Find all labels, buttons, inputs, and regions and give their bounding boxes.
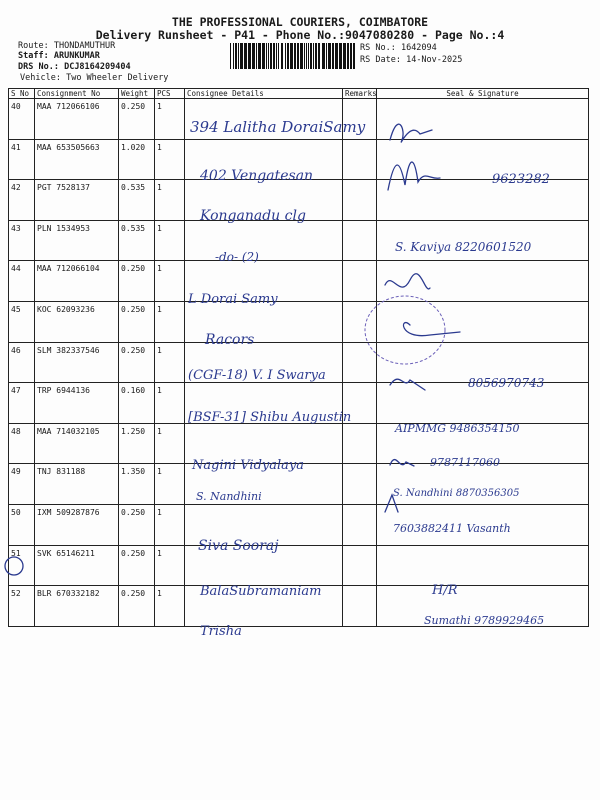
row-consignment-no: PGT 7528137 — [35, 180, 119, 221]
barcode-bar — [297, 43, 299, 69]
barcode-bar — [240, 43, 243, 69]
barcode-image — [230, 43, 355, 69]
barcode-bar — [335, 43, 338, 69]
handwritten-signature-note: 9623282 — [492, 172, 550, 187]
row-consignment-no: IXM 509287876 — [35, 504, 119, 545]
row-consignment-no: MAA 653505663 — [35, 139, 119, 180]
barcode-bar — [276, 43, 277, 69]
row-consignee-cell — [185, 220, 343, 261]
row-pcs: 1 — [155, 383, 185, 424]
row-pcs: 1 — [155, 99, 185, 140]
row-consignment-no: SLM 382337546 — [35, 342, 119, 383]
col-header-consignee: Consignee Details — [185, 89, 343, 99]
handwritten-consignee: Racors — [205, 332, 255, 348]
barcode-bar — [304, 43, 305, 69]
barcode-bar — [248, 43, 251, 69]
handwritten-consignee: Trisha — [200, 624, 242, 639]
row-pcs: 1 — [155, 342, 185, 383]
row-weight: 0.160 — [119, 383, 155, 424]
barcode-bar — [328, 43, 331, 69]
handwritten-consignee: Nagini Vidyalaya — [192, 458, 305, 473]
barcode-bar — [256, 43, 257, 69]
barcode-bar — [270, 43, 272, 69]
row-weight: 1.350 — [119, 464, 155, 505]
handwritten-consignee: L Dorai Samy — [188, 292, 278, 307]
row-pcs: 1 — [155, 220, 185, 261]
row-sno: 48 — [9, 423, 35, 464]
barcode-bar — [290, 43, 293, 69]
handwritten-consignee: S. Nandhini — [196, 490, 262, 503]
barcode-bar — [262, 43, 265, 69]
barcode-bar — [308, 43, 309, 69]
handwritten-signature-note: S. Kaviya 8220601520 — [395, 240, 532, 254]
barcode-bar — [318, 43, 320, 69]
staff-value: ARUNKUMAR — [53, 51, 100, 61]
barcode-bar — [244, 43, 247, 69]
handwritten-signature-note: 7603882411 Vasanth — [393, 522, 511, 535]
circle-mark-icon — [3, 555, 25, 577]
barcode-bar — [353, 43, 355, 69]
row-weight: 0.250 — [119, 301, 155, 342]
handwritten-consignee: (CGF-18) V. I Swarya — [188, 368, 326, 383]
handwritten-signature-note: 9787117060 — [430, 456, 500, 469]
row-sno: 40 — [9, 99, 35, 140]
signature-strokes — [370, 100, 590, 620]
handwritten-consignee: Konganadu clg — [200, 208, 306, 224]
barcode-bar — [339, 43, 342, 69]
barcode-bar — [252, 43, 255, 69]
row-pcs: 1 — [155, 504, 185, 545]
handwritten-signature-note: H/R — [432, 583, 458, 598]
barcode-bar — [285, 43, 286, 69]
handwritten-signature-note: S. Nandhini 8870356305 — [393, 488, 520, 499]
row-weight: 0.535 — [119, 220, 155, 261]
row-consignment-no: KOC 62093236 — [35, 301, 119, 342]
row-sno: 41 — [9, 139, 35, 180]
row-consignment-no: SVK 65146211 — [35, 545, 119, 586]
staff-line: Staff: ARUNKUMAR — [18, 51, 100, 61]
handwritten-signature-note: AIPMMG 9486354150 — [395, 422, 520, 435]
barcode-bar — [268, 43, 269, 69]
row-consignment-no: TRP 6944136 — [35, 383, 119, 424]
barcode-bar — [278, 43, 279, 69]
col-header-weight: Weight — [119, 89, 155, 99]
row-weight: 0.250 — [119, 342, 155, 383]
barcode-bar — [281, 43, 283, 69]
table-header-row — [9, 89, 589, 99]
barcode-bar — [332, 43, 334, 69]
handwritten-consignee: BalaSubramaniam — [200, 584, 322, 599]
handwritten-consignee: 402 Vengatesan — [200, 168, 314, 184]
barcode-bar — [306, 43, 307, 69]
row-sno: 45 — [9, 301, 35, 342]
handwritten-consignee: Siva Sooraj — [198, 538, 279, 554]
runsheet-subtitle: Delivery Runsheet - P41 - Phone No.:9047080280 - Page No.:4 — [95, 28, 505, 42]
col-header-remarks: Remarks — [343, 89, 377, 99]
row-pcs: 1 — [155, 301, 185, 342]
runsheet-title: THE PROFESSIONAL COURIERS, COIMBATORE — [171, 15, 429, 29]
barcode-bar — [350, 43, 352, 69]
col-header-pcs: PCS — [155, 89, 185, 99]
row-weight: 1.020 — [119, 139, 155, 180]
row-pcs: 1 — [155, 586, 185, 627]
barcode-bar — [235, 43, 237, 69]
barcode-bar — [233, 43, 234, 69]
row-sno: 51 — [9, 545, 35, 586]
handwritten-consignee: [BSF-31] Shibu Augustin — [188, 410, 352, 425]
row-consignment-no: PLN 1534953 — [35, 220, 119, 261]
rs-no-line: RS No.: 1642094 — [360, 43, 437, 53]
handwritten-signature-note: Sumathi 9789929465 — [424, 614, 545, 627]
row-weight: 0.250 — [119, 99, 155, 140]
row-consignment-no: MAA 714032105 — [35, 423, 119, 464]
row-sno: 47 — [9, 383, 35, 424]
row-sno: 49 — [9, 464, 35, 505]
col-header-consignment: Consignment No — [35, 89, 119, 99]
barcode-bar — [230, 43, 231, 69]
rs-no-value: 1642094 — [400, 43, 437, 53]
row-pcs: 1 — [155, 545, 185, 586]
row-sno: 52 — [9, 586, 35, 627]
barcode-bar — [347, 43, 349, 69]
barcode-bar — [343, 43, 346, 69]
handwritten-consignee: -do- (2) — [215, 250, 259, 264]
vehicle-line: Vehicle: Two Wheeler Delivery — [20, 73, 169, 83]
drs-value: DCJ8164209404 — [64, 62, 131, 72]
barcode-bar — [310, 43, 312, 69]
barcode-bar — [287, 43, 289, 69]
vehicle-value: Two Wheeler Delivery — [66, 73, 169, 83]
row-pcs: 1 — [155, 261, 185, 302]
route-line: Route: THONDAMUTHUR — [18, 41, 116, 51]
row-sno: 43 — [9, 220, 35, 261]
row-consignment-no: MAA 712066104 — [35, 261, 119, 302]
row-weight: 0.250 — [119, 261, 155, 302]
rs-date-value: 14-Nov-2025 — [406, 55, 463, 65]
row-weight: 0.250 — [119, 504, 155, 545]
row-consignment-no: TNJ 831188 — [35, 464, 119, 505]
row-sno: 50 — [9, 504, 35, 545]
row-pcs: 1 — [155, 423, 185, 464]
row-weight: 0.250 — [119, 586, 155, 627]
row-pcs: 1 — [155, 139, 185, 180]
barcode-bar — [315, 43, 317, 69]
row-sno: 46 — [9, 342, 35, 383]
handwritten-consignee: 394 Lalitha DoraiSamy — [190, 118, 366, 136]
row-consignment-no: MAA 712066106 — [35, 99, 119, 140]
drs-line: DRS No.: DCJ8164209404 — [18, 62, 131, 72]
route-value: THONDAMUTHUR — [53, 41, 116, 51]
barcode-bar — [273, 43, 275, 69]
row-consignment-no: BLR 670332182 — [35, 586, 119, 627]
row-weight: 1.250 — [119, 423, 155, 464]
barcode-bar — [266, 43, 267, 69]
col-header-seal: Seal & Signature — [377, 89, 589, 99]
barcode-bar — [313, 43, 314, 69]
row-pcs: 1 — [155, 464, 185, 505]
row-sno: 44 — [9, 261, 35, 302]
barcode-bar — [238, 43, 239, 69]
rs-date-line: RS Date: 14-Nov-2025 — [360, 55, 463, 65]
row-weight: 0.250 — [119, 545, 155, 586]
barcode-bar — [294, 43, 296, 69]
row-weight: 0.535 — [119, 180, 155, 221]
handwritten-signature-note: 8056970743 — [468, 376, 545, 390]
barcode-bar — [258, 43, 261, 69]
row-sno: 42 — [9, 180, 35, 221]
barcode-bar — [300, 43, 303, 69]
col-header-sno: S No — [9, 89, 35, 99]
barcode-bar — [326, 43, 327, 69]
barcode-bar — [322, 43, 325, 69]
row-pcs: 1 — [155, 180, 185, 221]
